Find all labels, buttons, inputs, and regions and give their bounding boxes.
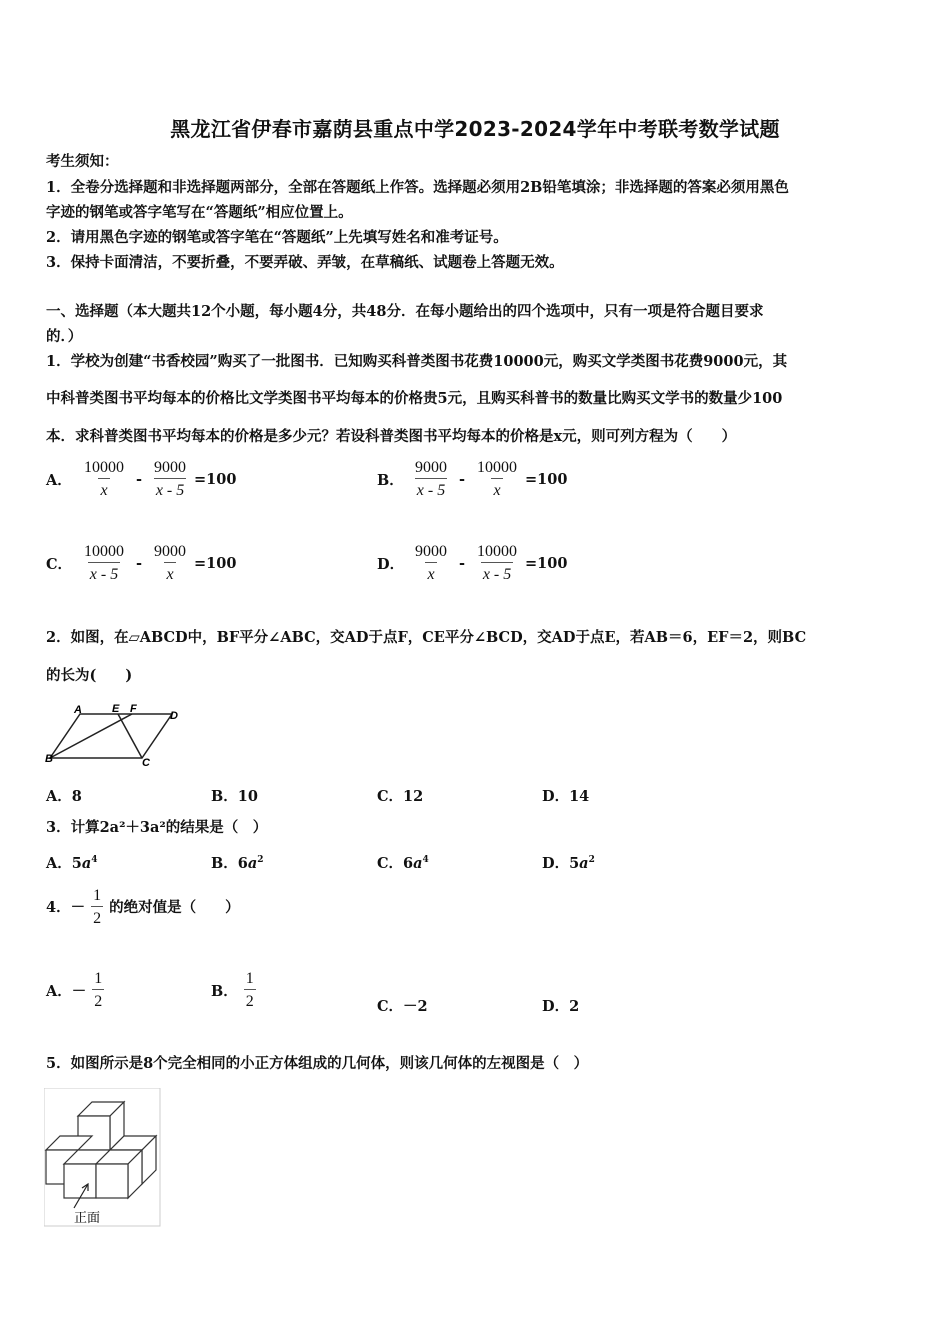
- q3-option-d[interactable]: D．$5a^2$: [542, 855, 595, 872]
- q4-option-d[interactable]: D．2: [542, 998, 580, 1015]
- q2-option-d[interactable]: D．14: [542, 788, 590, 805]
- q1-option-a[interactable]: [46, 458, 236, 501]
- fraction: $\frac{9000}{x}$: [415, 543, 447, 583]
- option-label: C．: [46, 556, 73, 573]
- q2-option-a[interactable]: A．8: [46, 788, 82, 805]
- q2-option-b[interactable]: B．10: [211, 788, 258, 805]
- minus-sign: -: [459, 555, 466, 572]
- q2-option-c[interactable]: C．12: [377, 788, 424, 805]
- q1-stem: 1．学校为创建“书香校园”购买了一批图书．已知购买科普类图书花费10000元，购买文学类图书花费9000元，其: [46, 353, 788, 370]
- notice-item: 1．全卷分选择题和非选择题两部分，全部在答题纸上作答。选择题必须用2B铅笔填涂；非选择题的答案必须用黑色: [46, 179, 789, 196]
- fraction: $\frac{1}{2}$: [94, 970, 103, 1010]
- q4-stem: 4．－ $\frac{1}{2}$ 的绝对值是（ ）: [46, 887, 240, 927]
- minus-sign: -: [459, 471, 466, 488]
- minus-sign: -: [136, 471, 143, 488]
- front-view-label: 正面: [74, 1210, 101, 1225]
- notice-heading: 考生须知：: [46, 153, 119, 170]
- q5-stem: 5．如图所示是8个完全相同的小正方体组成的几何体，则该几何体的左视图是（ ）: [46, 1055, 589, 1072]
- minus-sign: -: [136, 555, 143, 572]
- fraction: $\frac{9000}{x}$: [154, 543, 187, 583]
- notice-item: 2．请用黑色字迹的钢笔或答字笔在“答题纸”上先填写姓名和准考证号。: [46, 229, 508, 246]
- label-f: F: [130, 703, 137, 715]
- q1-stem: 中科普类图书平均每本的价格比文学类图书平均每本的价格贵5元，且购买科普书的数量比购买文学书的数量少100: [46, 390, 783, 407]
- fraction: $\frac{9000}{x - 5}$: [415, 459, 447, 499]
- equation-rhs: =100: [194, 471, 237, 488]
- label-d: D: [170, 710, 178, 722]
- fraction: $\frac{10000}{x - 5}$: [477, 543, 518, 583]
- option-label: B．: [377, 472, 404, 489]
- notice-item: 3．保持卡面清洁，不要折叠，不要弄破、弄皱，在草稿纸、试题卷上答题无效。: [46, 254, 564, 271]
- q1-option-d[interactable]: [377, 542, 567, 585]
- q1-option-b[interactable]: [377, 458, 567, 501]
- q4-option-c[interactable]: C．－2: [377, 998, 428, 1015]
- q3-option-a[interactable]: A．$5a^4$: [46, 855, 98, 872]
- q4-option-a[interactable]: A．－ $\frac{1}{2}$: [46, 970, 103, 1010]
- q3-option-b[interactable]: B．$6a^2$: [211, 855, 264, 872]
- fraction: $\frac{1}{2}$: [93, 887, 102, 927]
- option-label: D．: [377, 556, 405, 573]
- segment-ce: [118, 714, 142, 758]
- q1-stem: 本．求科普类图书平均每本的价格是多少元？若设科普类图书平均每本的价格是x元，则可列方程为（ ）: [46, 428, 737, 445]
- equation-rhs: =100: [525, 555, 568, 572]
- fraction: $\frac{10000}{x}$: [477, 459, 518, 499]
- fraction: $\frac{9000}{x - 5}$: [154, 459, 187, 499]
- label-a: A: [74, 704, 82, 716]
- option-label: A．: [46, 472, 72, 489]
- equation-rhs: =100: [525, 471, 568, 488]
- page-title: 黑龙江省伊春市嘉荫县重点中学2023-2024学年中考联考数学试题: [170, 117, 780, 141]
- section-heading: 一、选择题（本大题共12个小题，每小题4分，共48分．在每小题给出的四个选项中，只有一项是符合题目要求: [46, 303, 764, 320]
- label-c: C: [142, 757, 150, 768]
- q4-option-b[interactable]: B． $\frac{1}{2}$: [211, 970, 254, 1010]
- label-b: B: [45, 753, 53, 765]
- fraction: $\frac{1}{2}$: [245, 970, 254, 1010]
- notice-item: 字迹的钢笔或答字笔写在“答题纸”相应位置上。: [46, 204, 353, 221]
- parallelogram-outline: [50, 714, 172, 758]
- q1-option-c[interactable]: [46, 542, 236, 585]
- equation-rhs: =100: [194, 555, 237, 572]
- fraction: $\frac{10000}{x - 5}$: [84, 543, 124, 583]
- label-e: E: [112, 703, 120, 715]
- parallelogram-figure: [44, 700, 184, 768]
- cube-solid-figure: [44, 1088, 162, 1228]
- q3-option-c[interactable]: C．$6a^4$: [377, 855, 429, 872]
- section-heading-cont: 的．）: [46, 328, 83, 345]
- q2-stem: 2．如图，在▱ABCD中，BF平分∠ABC，交AD于点F，CE平分∠BCD，交AD于点E，若AB＝6，EF＝2，则BC: [46, 629, 807, 646]
- q3-stem: 3．计算2a²＋3a²的结果是（ ）: [46, 819, 268, 836]
- segment-bf: [50, 714, 132, 758]
- fraction: $\frac{10000}{x}$: [84, 459, 124, 499]
- q2-stem-cont: 的长为( ): [46, 667, 133, 684]
